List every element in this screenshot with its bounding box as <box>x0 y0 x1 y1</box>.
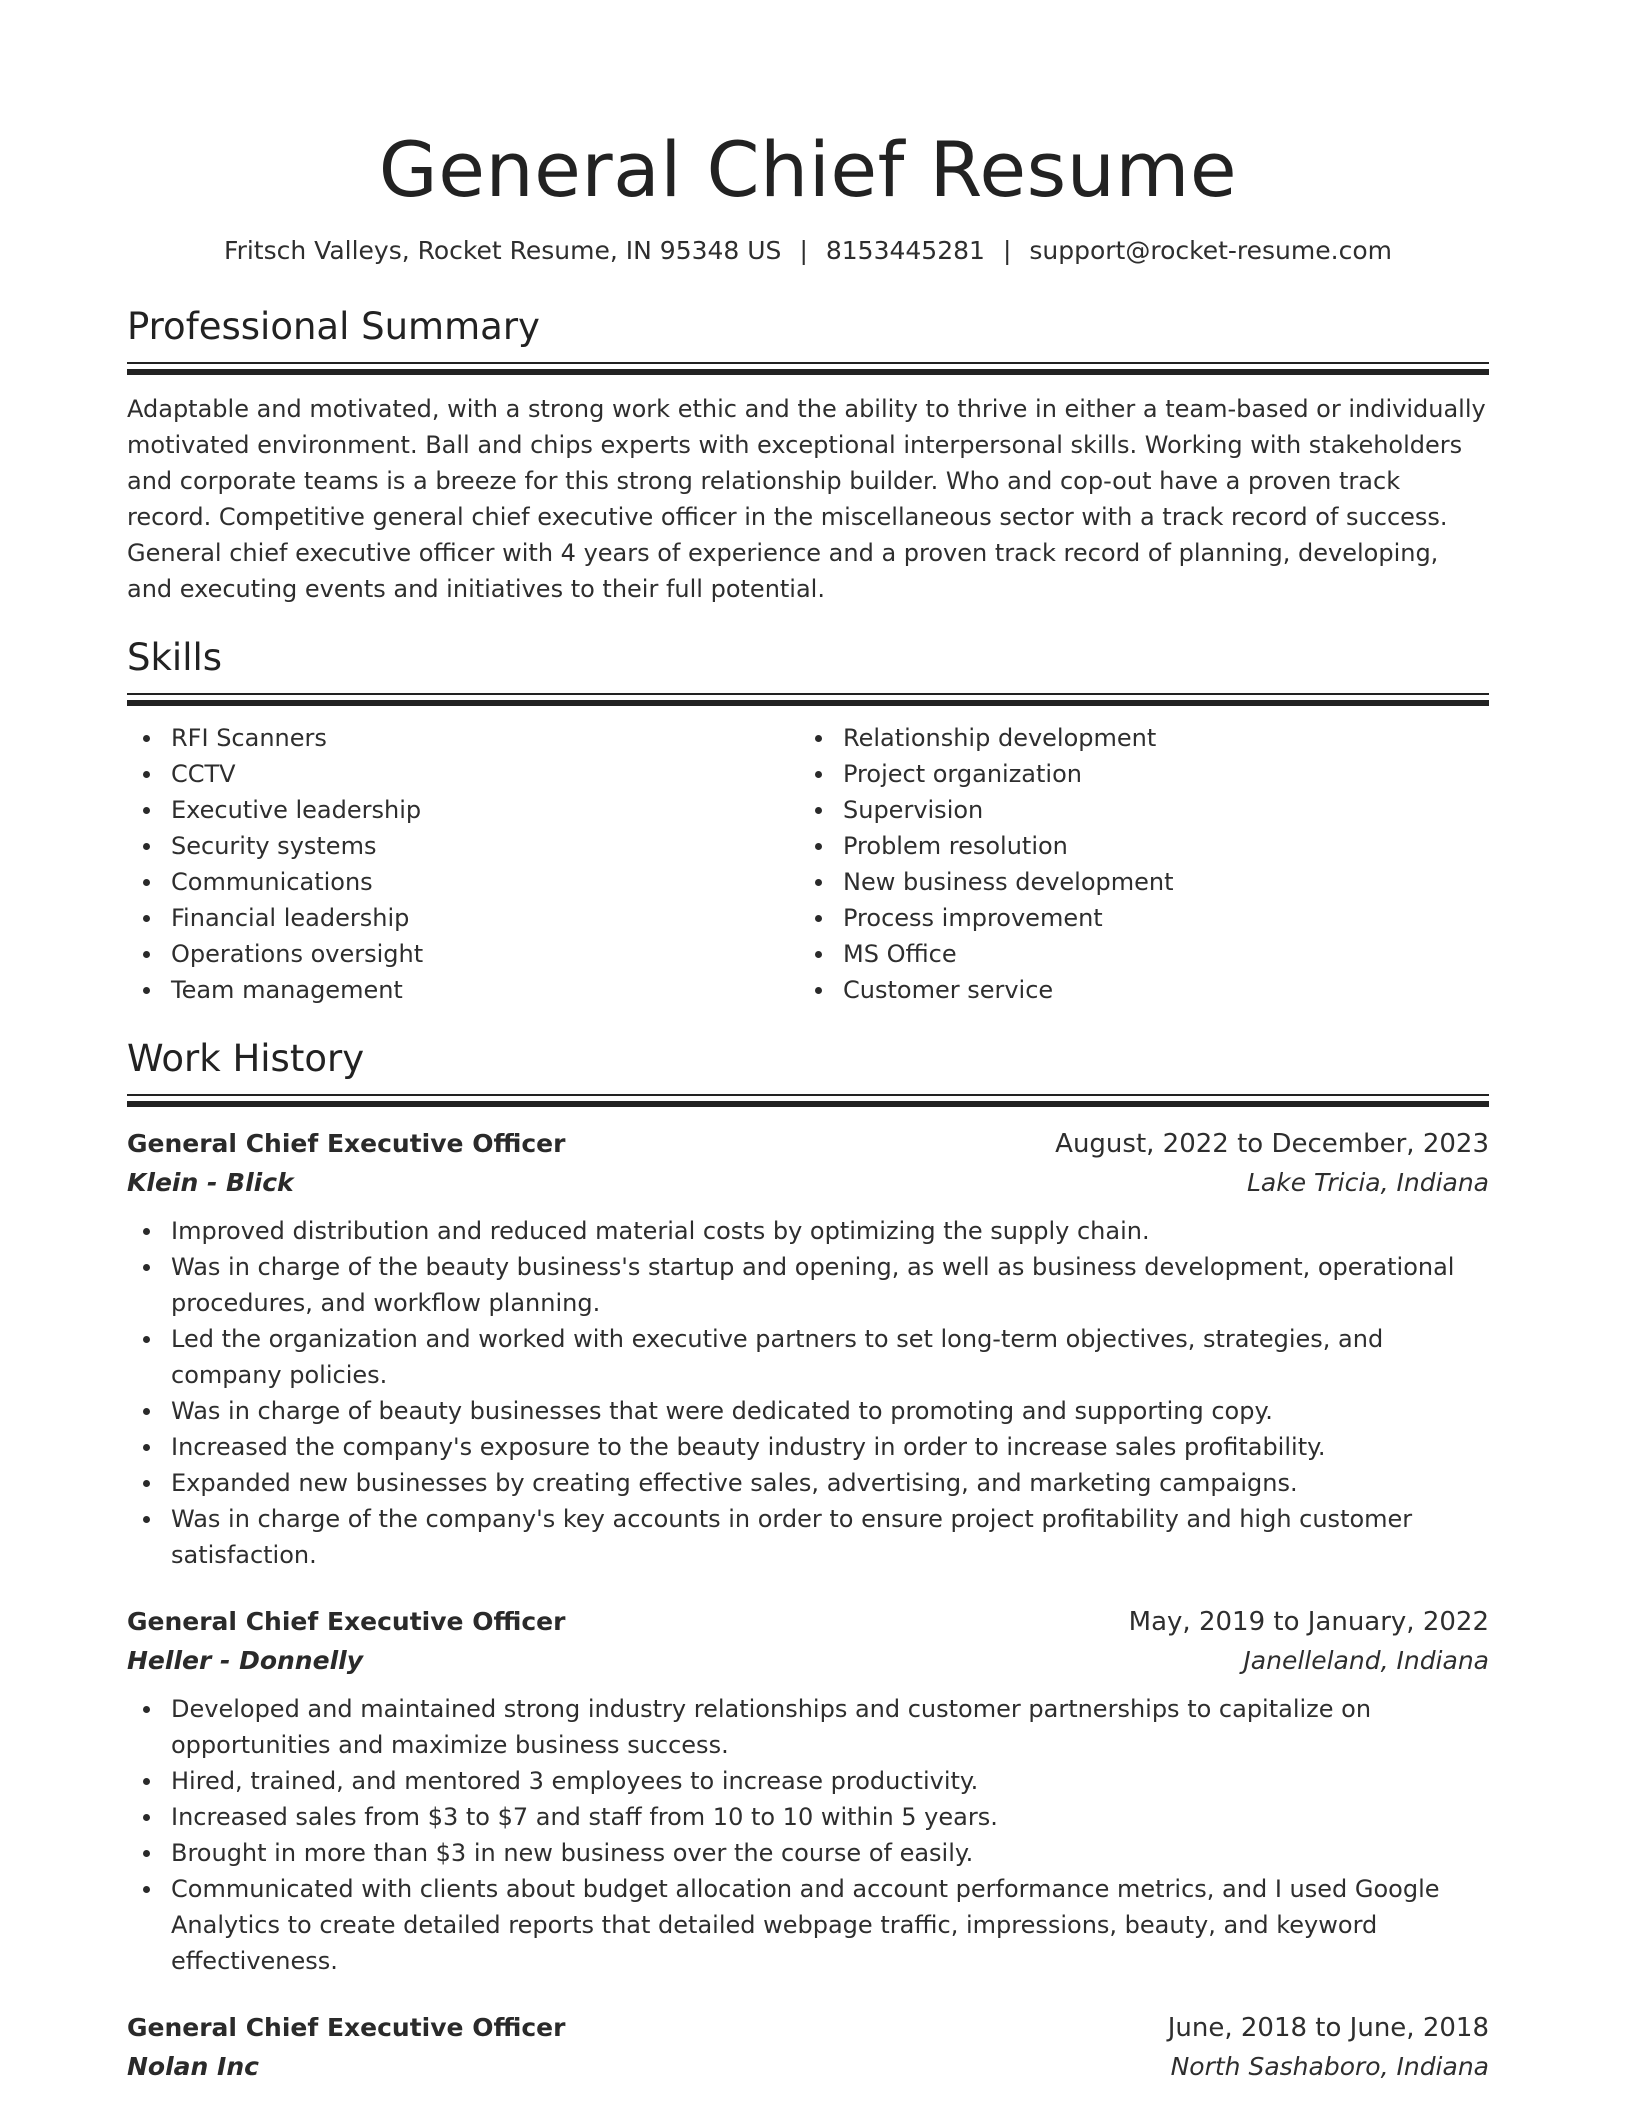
skill-item: Process improvement <box>843 900 1471 936</box>
skill-item: New business development <box>843 864 1471 900</box>
job-bullet: Led the organization and worked with executive partners to set long-term objectives, strategies, and company policies. <box>171 1321 1489 1393</box>
skill-item: Team management <box>171 972 799 1008</box>
contact-separator: | <box>1002 236 1012 265</box>
job-company: Nolan Inc <box>127 2052 259 2081</box>
section-heading-skills: Skills <box>127 636 223 679</box>
skill-item: Problem resolution <box>843 828 1471 864</box>
contact-line <box>127 234 1489 268</box>
job-header-row <box>127 1125 1489 1163</box>
skills-column-left <box>127 720 799 1008</box>
contact-phone: 8153445281 <box>825 236 985 265</box>
professional-summary-section <box>127 304 1489 607</box>
skills-column-right <box>799 720 1471 1008</box>
job-dates: May, 2019 to January, 2022 <box>1128 1607 1489 1637</box>
job-company-row <box>127 1163 1489 1203</box>
job-bullet: Developed and maintained strong industry relationships and customer partnerships to capitalize on opportunities and maximize business success. <box>171 1691 1489 1763</box>
skill-item: Executive leadership <box>171 792 799 828</box>
job-company: Heller - Donnelly <box>127 1646 363 1675</box>
skill-item: MS Office <box>843 936 1471 972</box>
summary-text: Adaptable and motivated, with a strong work ethic and the ability to thrive in either a team-based or individually motivated environment. Ball and chips experts with exceptional interpersonal skills. Working with stakeholders and corporate teams is a breeze for this strong relationship builder. Who and cop-out have a proven track record. Competitive general chief executive officer in the miscellaneous sector with a track record of success. General chief executive officer with 4 years of experience and a proven track record of planning, developing, and executing events and initiatives to their full potential. <box>127 395 1486 603</box>
section-heading-work: Work History <box>127 1037 365 1080</box>
section-heading-summary: Professional Summary <box>127 305 540 348</box>
job-location: Lake Tricia, Indiana <box>1246 1168 1489 1197</box>
skill-item: Financial leadership <box>171 900 799 936</box>
job-company-row <box>127 1641 1489 1681</box>
job-header-row <box>127 2009 1489 2047</box>
job-bullet: Was in charge of the beauty business's startup and opening, as well as business development, operational procedures, and workflow planning. <box>171 1249 1489 1321</box>
contact-address: Fritsch Valleys, Rocket Resume, IN 95348 US <box>224 236 782 265</box>
job-company-row <box>127 2047 1489 2087</box>
skill-item: RFI Scanners <box>171 720 799 756</box>
skill-item: Security systems <box>171 828 799 864</box>
job-location: Janelleland, Indiana <box>1243 1646 1489 1675</box>
skills-grid <box>127 720 1489 1008</box>
job-location: North Sashaboro, Indiana <box>1170 2052 1489 2081</box>
skill-item: Project organization <box>843 756 1471 792</box>
job-bullet: Increased sales from $3 to $7 and staff from 10 to 10 within 5 years. <box>171 1799 1489 1835</box>
resume-page <box>127 0 1489 2087</box>
section-divider <box>127 1094 1489 1107</box>
job-bullet: Improved distribution and reduced material costs by optimizing the supply chain. <box>171 1213 1489 1249</box>
contact-separator: | <box>799 236 808 265</box>
skills-section <box>127 635 1489 1008</box>
job-entry <box>127 1603 1489 1979</box>
section-divider <box>127 362 1489 375</box>
job-bullets <box>127 1691 1489 1979</box>
job-dates: August, 2022 to December, 2023 <box>1055 1129 1489 1159</box>
job-header-row <box>127 1603 1489 1641</box>
job-title: General Chief Executive Officer <box>127 2013 566 2042</box>
skill-item: Supervision <box>843 792 1471 828</box>
job-bullet: Brought in more than $3 in new business over the course of easily. <box>171 1835 1489 1871</box>
skill-item: CCTV <box>171 756 799 792</box>
work-history-section <box>127 1036 1489 2087</box>
job-bullet: Hired, trained, and mentored 3 employees to increase productivity. <box>171 1763 1489 1799</box>
job-title: General Chief Executive Officer <box>127 1607 566 1636</box>
skill-item: Customer service <box>843 972 1471 1008</box>
resume-title: General Chief Resume <box>378 125 1238 214</box>
section-divider <box>127 693 1489 706</box>
job-dates: June, 2018 to June, 2018 <box>1167 2013 1489 2043</box>
job-bullet: Expanded new businesses by creating effective sales, advertising, and marketing campaigns. <box>171 1465 1489 1501</box>
skill-item: Relationship development <box>843 720 1471 756</box>
job-entry <box>127 1125 1489 1573</box>
job-bullet: Increased the company's exposure to the beauty industry in order to increase sales profitability. <box>171 1429 1489 1465</box>
job-entry <box>127 2009 1489 2087</box>
skill-item: Communications <box>171 864 799 900</box>
contact-email: support@rocket-resume.com <box>1029 236 1392 265</box>
job-bullet: Was in charge of beauty businesses that were dedicated to promoting and supporting copy. <box>171 1393 1489 1429</box>
job-bullets <box>127 1213 1489 1573</box>
skill-item: Operations oversight <box>171 936 799 972</box>
job-title: General Chief Executive Officer <box>127 1129 566 1158</box>
job-company: Klein - Blick <box>127 1168 294 1197</box>
job-bullet: Communicated with clients about budget allocation and account performance metrics, and I used Google Analytics to create detailed reports that detailed webpage traffic, impressions, beauty, and keyword effectiveness. <box>171 1871 1489 1979</box>
job-bullet: Was in charge of the company's key accounts in order to ensure project profitability and high customer satisfaction. <box>171 1501 1489 1573</box>
